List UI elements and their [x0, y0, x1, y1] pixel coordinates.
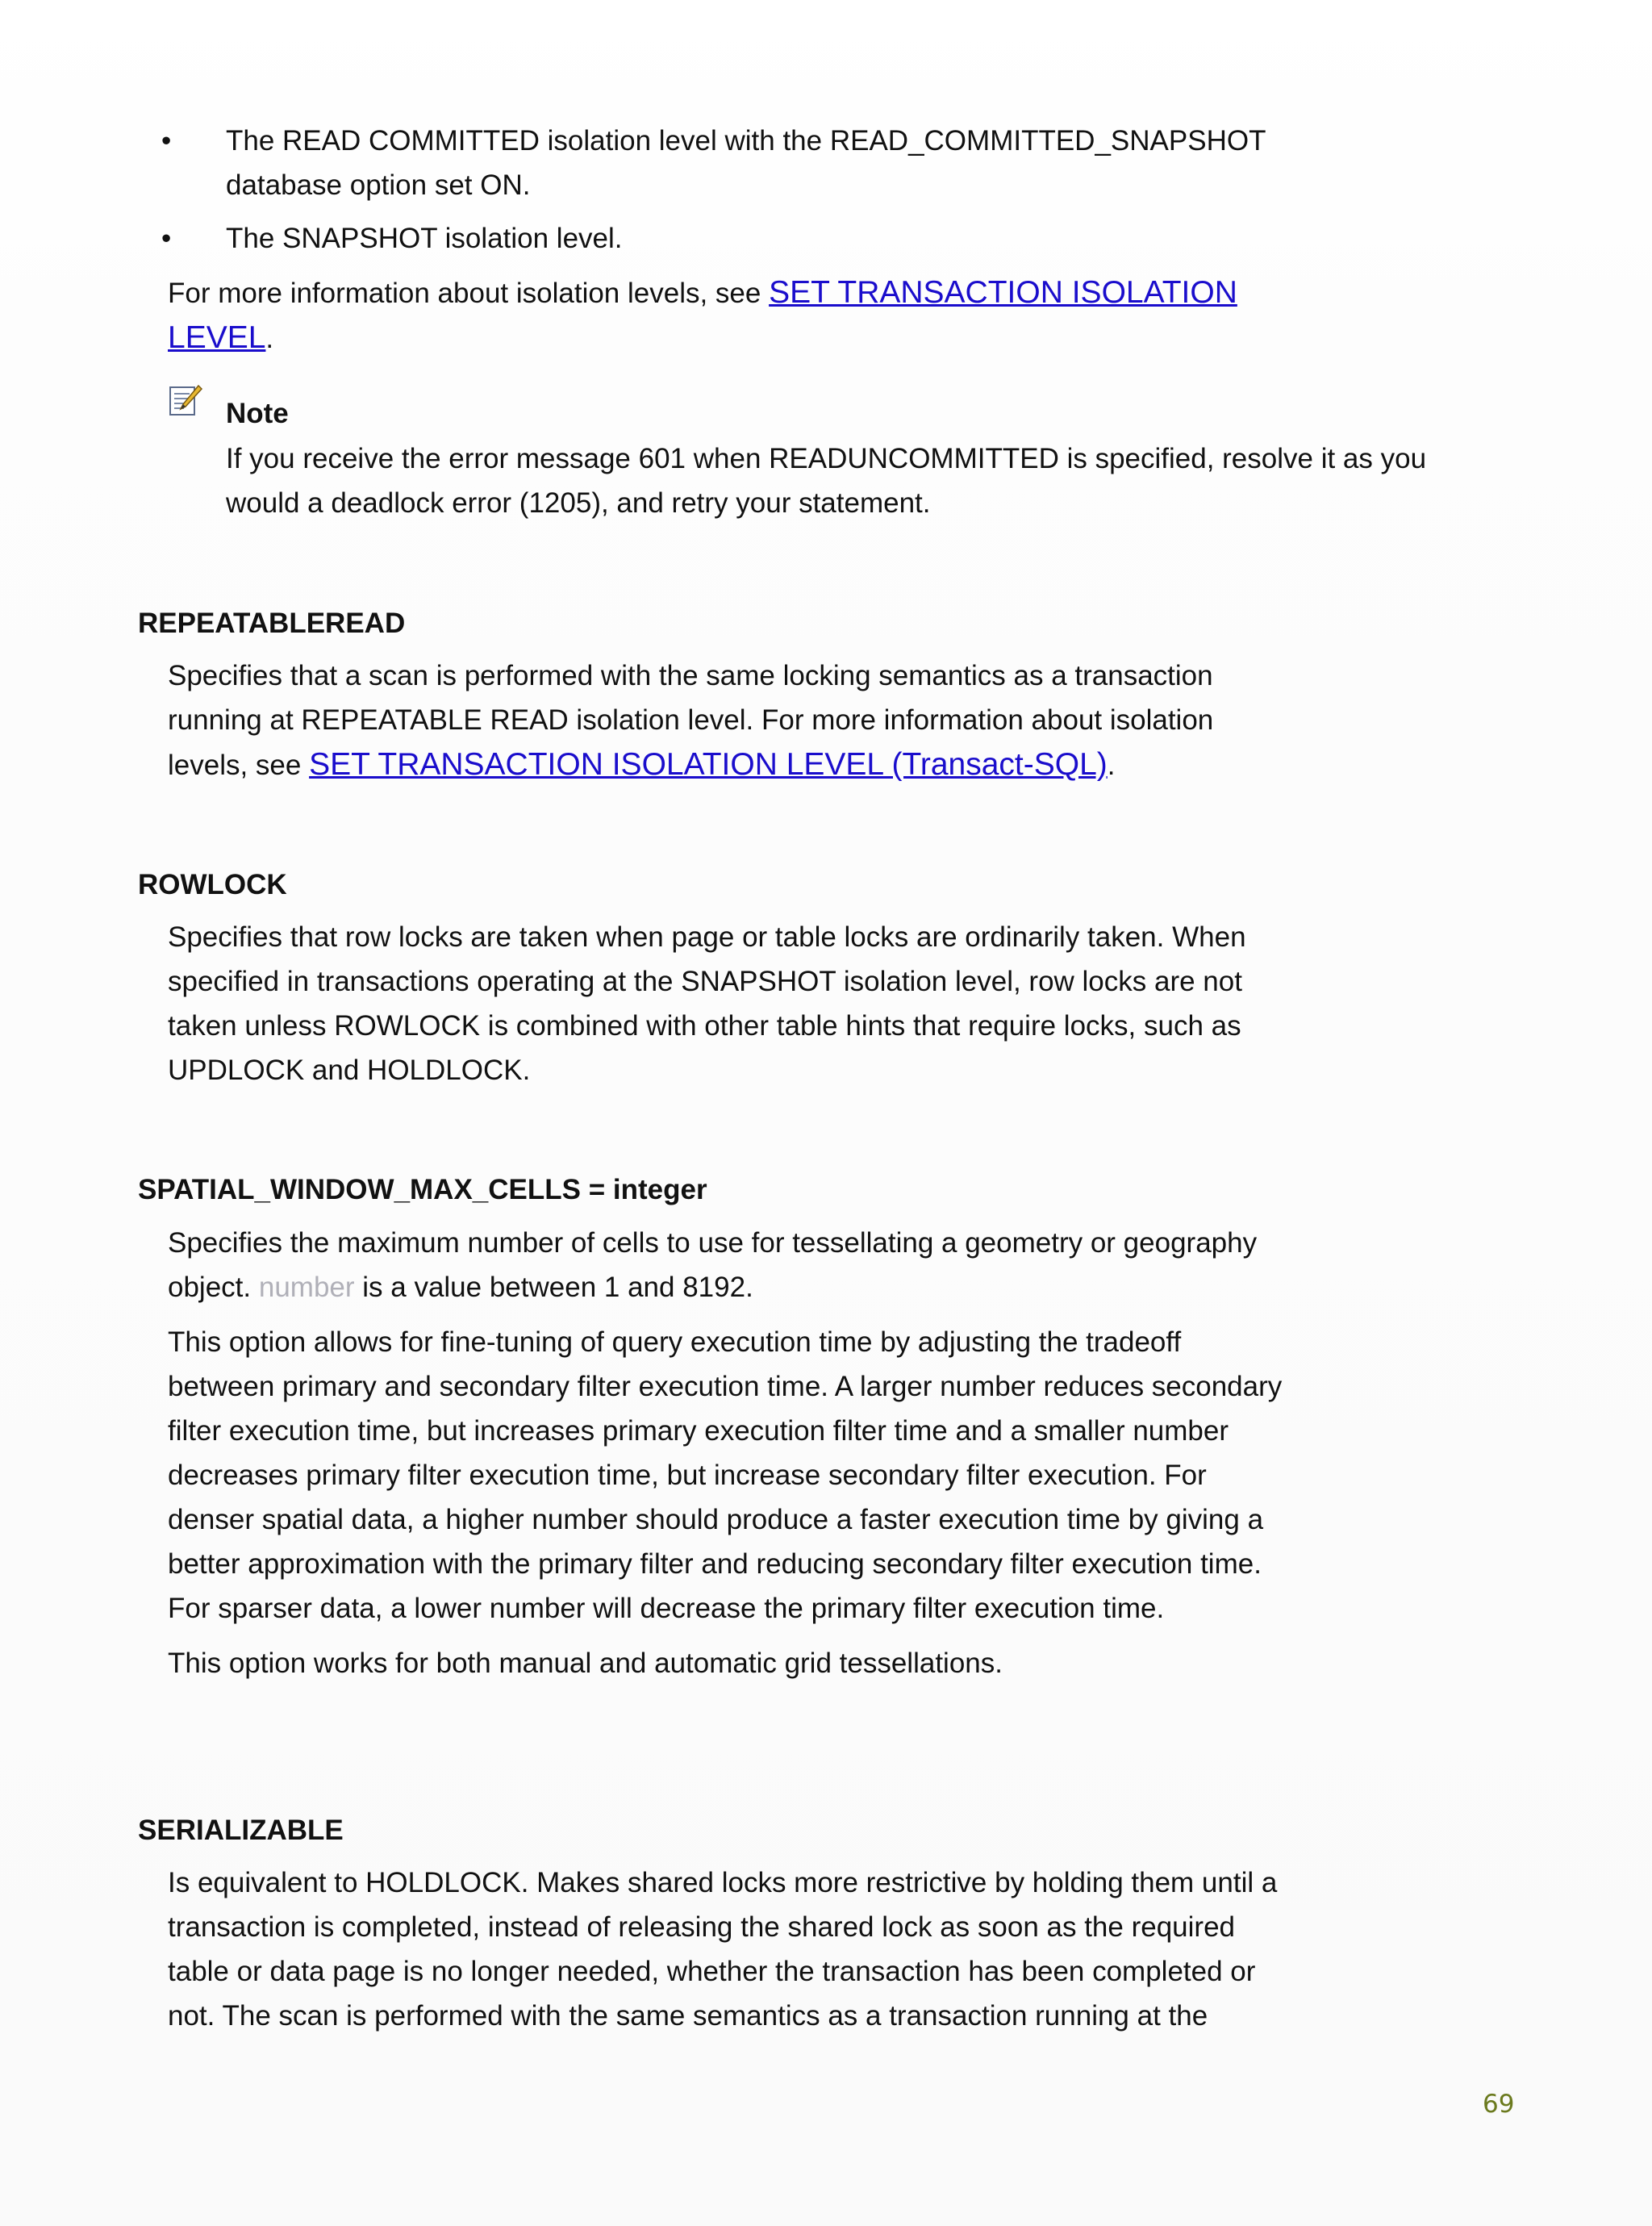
spatial-para3: This option works for both manual and automatic grid tessellations.	[168, 1648, 1003, 1679]
bullet-symbol: •	[161, 223, 172, 254]
rowlock-text: Specifies that row locks are taken when page or table locks are ordinarily taken. When specified in transactions operating at the SNAPSHOT isolation level, row locks are not taken unless ROWLOCK is combined with other table hints that require locks, such as UPDLOCK and HOLDLOCK.	[168, 921, 1246, 1086]
serializable-description	[168, 1861, 1293, 2038]
section-heading-repeatableread: REPEATABLEREAD	[138, 608, 406, 639]
bullet-text: The SNAPSHOT isolation level.	[226, 223, 623, 254]
more-info-prefix: For more information about isolation levels, see	[168, 278, 770, 309]
section-heading-spatial: SPATIAL_WINDOW_MAX_CELLS = integer	[138, 1174, 707, 1205]
more-info-suffix: .	[265, 323, 274, 354]
spatial-para1-suffix: is a value between 1 and 8192.	[354, 1272, 753, 1303]
bullet-item	[161, 216, 1371, 261]
bullet-symbol: •	[161, 125, 172, 157]
repeatableread-suffix: .	[1107, 750, 1116, 781]
spatial-para1-text: Specifies the maximum number of cells to use for tessellating a geometry or geography object.	[168, 1227, 1258, 1303]
more-info-paragraph	[168, 270, 1297, 361]
repeatableread-description	[168, 654, 1281, 787]
repeatableread-text: Specifies that a scan is performed with the same locking semantics as a transaction running at REPEATABLE READ isolation level. For more information about isolation levels, see	[168, 660, 1214, 781]
bullet-item	[161, 119, 1371, 207]
note-body: If you receive the error message 601 when READUNCOMMITTED is specified, resolve it as you would a deadlock error (1205), and retry your statement.	[226, 443, 1427, 519]
serializable-text: Is equivalent to HOLDLOCK. Makes shared locks more restrictive by holding them until a transaction is completed, instead of releasing the shared lock as soon as the required table or data page is no longer needed, whether the transaction has been completed or not. The scan is performed with the same semantics as a transaction running at the	[168, 1867, 1278, 2032]
section-heading-rowlock: ROWLOCK	[138, 869, 287, 900]
page-number: 69	[1483, 2090, 1515, 2119]
bullet-text: The READ COMMITTED isolation level with the READ_COMMITTED_SNAPSHOT database option set ON.	[226, 125, 1266, 201]
note-pencil-icon	[168, 382, 203, 418]
note-title: Note	[226, 398, 289, 429]
number-parameter: number	[258, 1272, 355, 1303]
isolation-level-link[interactable]: SET TRANSACTION ISOLATION LEVEL	[168, 275, 1237, 355]
rowlock-description	[168, 915, 1289, 1092]
spatial-para2: This option allows for fine-tuning of query execution time by adjusting the tradeoff between primary and secondary filter execution time. A larger number reduces secondary filter execution time, but increases primary execution filter time and a smaller number decreases primary filter execution time, but increase secondary filter execution. For denser spatial data, a higher number should produce a faster execution time by giving a better approximation with the primary filter and reducing secondary filter execution time. For sparser data, a lower number will decrease the primary filter execution time.	[168, 1326, 1283, 1624]
spatial-description	[168, 1221, 1289, 1685]
section-heading-serializable: SERIALIZABLE	[138, 1815, 344, 1846]
transact-sql-isolation-link[interactable]: SET TRANSACTION ISOLATION LEVEL (Transact-SQL)	[309, 747, 1108, 782]
